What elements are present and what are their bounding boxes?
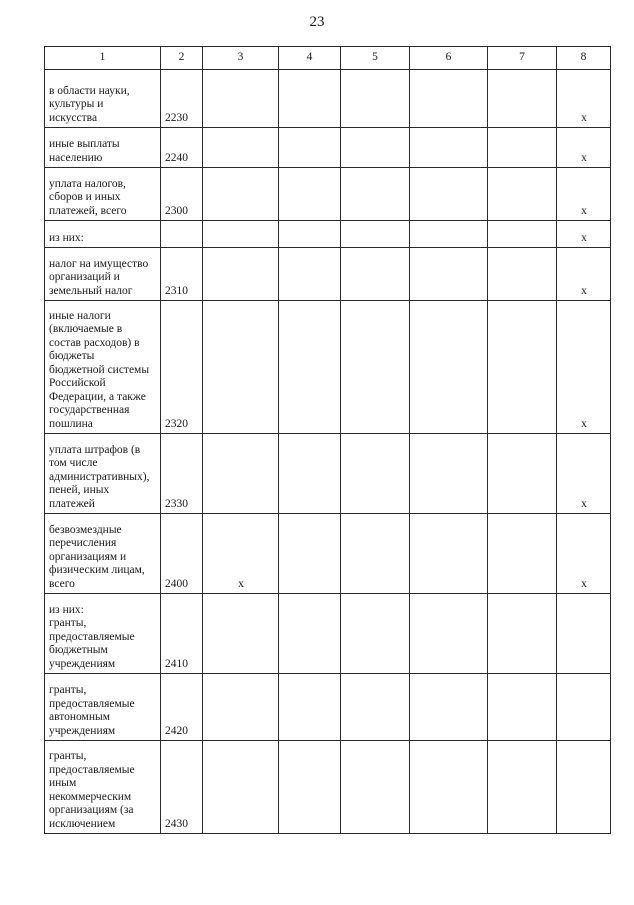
value-cell xyxy=(488,741,557,834)
value-cell xyxy=(410,594,488,674)
value-cell: x xyxy=(557,128,611,168)
value-cell xyxy=(410,128,488,168)
value-cell xyxy=(203,248,279,301)
column-header: 5 xyxy=(341,47,410,70)
value-cell xyxy=(341,594,410,674)
value-cell xyxy=(488,128,557,168)
value-cell xyxy=(488,301,557,434)
value-cell xyxy=(203,594,279,674)
column-header: 3 xyxy=(203,47,279,70)
value-cell xyxy=(410,674,488,741)
value-cell: x xyxy=(203,514,279,594)
value-cell: x xyxy=(557,514,611,594)
value-cell xyxy=(488,594,557,674)
row-label: уплата налогов, сборов и иных платежей, всего xyxy=(45,168,161,221)
value-cell xyxy=(341,248,410,301)
value-cell xyxy=(203,434,279,514)
value-cell: x xyxy=(557,221,611,248)
value-cell xyxy=(341,514,410,594)
row-code: 2400 xyxy=(161,514,203,594)
value-cell xyxy=(341,128,410,168)
value-cell xyxy=(410,434,488,514)
value-cell xyxy=(279,594,341,674)
value-cell xyxy=(341,301,410,434)
table-row xyxy=(45,741,611,834)
page-number: 23 xyxy=(309,14,325,30)
value-cell xyxy=(279,128,341,168)
value-cell xyxy=(279,514,341,594)
row-code: 2430 xyxy=(161,741,203,834)
value-cell xyxy=(488,248,557,301)
row-label: уплата штрафов (в том числе административных), пеней, иных платежей xyxy=(45,434,161,514)
value-cell xyxy=(341,221,410,248)
value-cell xyxy=(410,221,488,248)
value-cell xyxy=(557,741,611,834)
value-cell xyxy=(203,128,279,168)
table-row xyxy=(45,301,611,434)
row-code: 2230 xyxy=(161,70,203,128)
value-cell xyxy=(488,168,557,221)
table-row xyxy=(45,128,611,168)
table-row xyxy=(45,221,611,248)
value-cell xyxy=(279,70,341,128)
value-cell xyxy=(557,674,611,741)
value-cell xyxy=(488,434,557,514)
value-cell xyxy=(279,248,341,301)
table-row xyxy=(45,248,611,301)
value-cell xyxy=(279,741,341,834)
value-cell xyxy=(279,434,341,514)
row-code: 2310 xyxy=(161,248,203,301)
row-label: из них: xyxy=(45,221,161,248)
value-cell xyxy=(279,221,341,248)
value-cell xyxy=(410,248,488,301)
value-cell xyxy=(203,674,279,741)
budget-table xyxy=(44,46,611,834)
column-header: 1 xyxy=(45,47,161,70)
row-code: 2240 xyxy=(161,128,203,168)
value-cell xyxy=(203,301,279,434)
row-code: 2320 xyxy=(161,301,203,434)
value-cell xyxy=(279,674,341,741)
value-cell xyxy=(203,741,279,834)
value-cell: x xyxy=(557,301,611,434)
table-header-row xyxy=(45,47,611,70)
row-label: из них: гранты, предоставляемые бюджетным учреждениям xyxy=(45,594,161,674)
value-cell xyxy=(410,70,488,128)
value-cell xyxy=(488,70,557,128)
value-cell xyxy=(203,70,279,128)
value-cell xyxy=(203,221,279,248)
row-code: 2300 xyxy=(161,168,203,221)
value-cell xyxy=(341,168,410,221)
column-header: 8 xyxy=(557,47,611,70)
row-label: гранты, предоставляемые автономным учреждениям xyxy=(45,674,161,741)
column-header: 7 xyxy=(488,47,557,70)
row-label: безвозмездные перечисления организациям и физическим лицам, всего xyxy=(45,514,161,594)
row-label: налог на имущество организаций и земельный налог xyxy=(45,248,161,301)
value-cell xyxy=(410,741,488,834)
table-row xyxy=(45,434,611,514)
value-cell xyxy=(279,301,341,434)
table-row xyxy=(45,594,611,674)
row-label: иные выплаты населению xyxy=(45,128,161,168)
value-cell xyxy=(341,674,410,741)
value-cell xyxy=(410,301,488,434)
value-cell xyxy=(203,168,279,221)
column-header: 6 xyxy=(410,47,488,70)
table-row xyxy=(45,514,611,594)
column-header: 2 xyxy=(161,47,203,70)
row-code: 2330 xyxy=(161,434,203,514)
value-cell xyxy=(341,741,410,834)
value-cell xyxy=(410,168,488,221)
value-cell: x xyxy=(557,434,611,514)
row-label: иные налоги (включаемые в состав расходов) в бюджеты бюджетной системы Российской Федерации, а также государственная пошлина xyxy=(45,301,161,434)
row-code: 2410 xyxy=(161,594,203,674)
table-row xyxy=(45,674,611,741)
value-cell xyxy=(488,674,557,741)
value-cell xyxy=(488,514,557,594)
row-label: гранты, предоставляемые иным некоммерческим организациям (за исключением xyxy=(45,741,161,834)
value-cell xyxy=(341,434,410,514)
row-code xyxy=(161,221,203,248)
row-label: в области науки, культуры и искусства xyxy=(45,70,161,128)
table-row xyxy=(45,70,611,128)
table-row xyxy=(45,168,611,221)
value-cell xyxy=(410,514,488,594)
value-cell xyxy=(279,168,341,221)
value-cell: x xyxy=(557,70,611,128)
value-cell: x xyxy=(557,168,611,221)
value-cell: x xyxy=(557,248,611,301)
row-code: 2420 xyxy=(161,674,203,741)
value-cell xyxy=(488,221,557,248)
value-cell xyxy=(557,594,611,674)
column-header: 4 xyxy=(279,47,341,70)
value-cell xyxy=(341,70,410,128)
